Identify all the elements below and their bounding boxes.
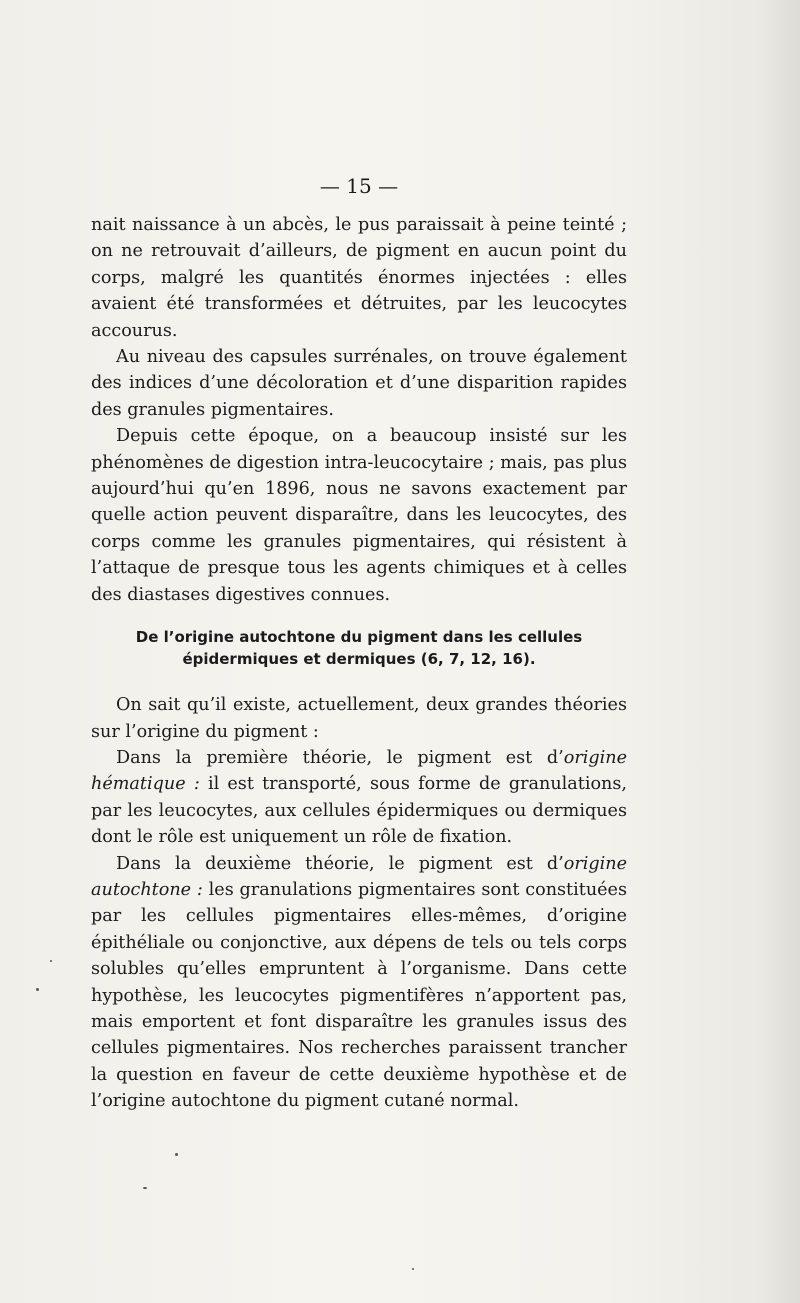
second-theory-lead: Dans la deuxième théorie, le pigment est d’ bbox=[116, 853, 564, 874]
section-heading bbox=[91, 626, 627, 670]
paragraph-second-theory bbox=[91, 851, 627, 1115]
text-block bbox=[91, 172, 627, 1115]
paragraph-capsules: Au niveau des capsules surrénales, on trouve également des indices d’une décoloration et d’une disparition rapides des granules pigmentaires. bbox=[91, 347, 627, 420]
page-number: — 15 — bbox=[319, 174, 399, 198]
first-theory-rest: il est transporté, sous forme de granulations, par les leucocytes, aux cellules épidermiques ou dermiques dont le rôle est uniquement un rôle de fixation. bbox=[91, 774, 628, 848]
paragraph-theories: On sait qu’il existe, actuellement, deux grandes théories sur l’origine du pigment : bbox=[91, 695, 627, 742]
paragraph-digestion: Depuis cette époque, on a beaucoup insisté sur les phénomènes de digestion intra-leucocytaire ; mais, pas plus aujourd’hui qu’en 1896, nous ne savons exactement par quelle action peuvent disparaître, dans les leucocytes, des corps comme les granules pigmentaires, qui résistent à l’attaque de presque tous les agents chimiques et à celles des diastases digestives connues. bbox=[91, 426, 627, 605]
paragraph-first-theory bbox=[91, 745, 627, 851]
ink-speck bbox=[412, 1268, 414, 1270]
ink-speck bbox=[175, 1153, 178, 1156]
paragraph-continuation: nait naissance à un abcès, le pus paraissait à peine teinté ; on ne retrouvait d’ailleurs, de pigment en aucun point du corps, malgré les quantités énormes injectées : elles avaient été transformées et détruites, par les leucocytes accourus. bbox=[91, 215, 627, 341]
ink-speck bbox=[36, 988, 39, 991]
second-theory-term: origine autochtone : bbox=[91, 853, 627, 900]
section-heading-line2: épidermiques et dermiques (6, 7, 12, 16). bbox=[182, 650, 536, 669]
first-theory-term: origine hématique : bbox=[91, 747, 627, 795]
section-heading-line1: De l’origine autochtone du pigment dans les cellules bbox=[135, 628, 583, 647]
ink-speck bbox=[50, 960, 52, 962]
first-theory-lead: Dans la première théorie, le pigment est d’ bbox=[116, 747, 564, 768]
second-theory-rest: les granulations pigmentaires sont constituées par les cellules pigmentaires elles-mêmes, d’origine épithéliale ou conjonctive, aux dépens de tels ou tels corps solubles qu’elles empruntent à l’organisme. Dans cette hypothèse, les leucocytes pigmentifères n’apportent pas, mais emportent et font disparaître les granules issus des cellules pigmentaires. Nos recherches paraissent trancher la question en faveur de cette deuxième hypothèse et de l’origine autochtone du pigment cutané normal. bbox=[91, 879, 628, 1112]
page-edge-shadow bbox=[760, 0, 800, 1303]
ink-speck bbox=[143, 1187, 147, 1189]
